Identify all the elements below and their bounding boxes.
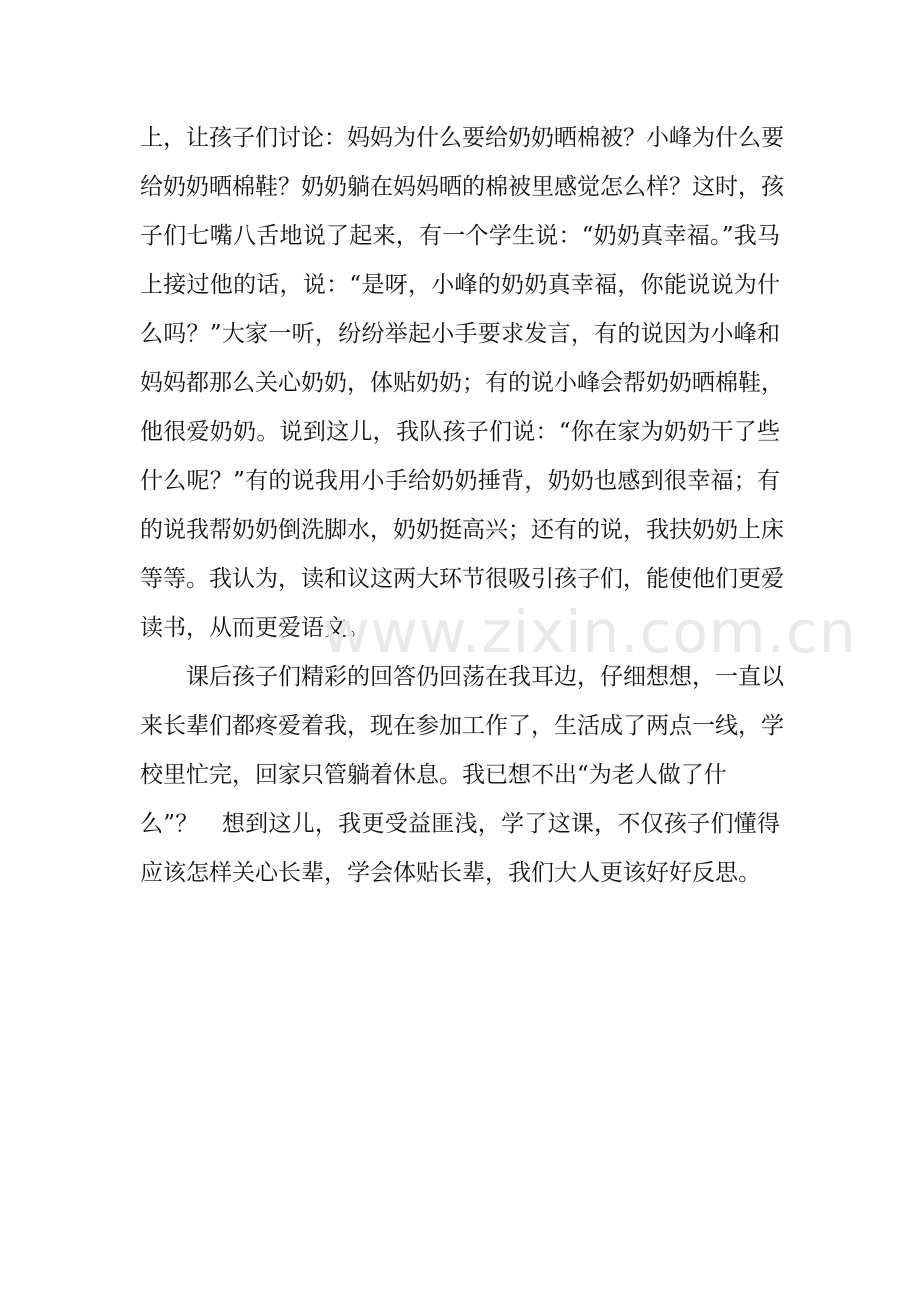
text-line: 么吗？”大家一听，纷纷举起小手要求发言，有的说因为小峰和 <box>140 321 780 347</box>
text-line: 来长辈们都疼爱着我，现在参加工作了，生活成了两点一线，学 <box>140 713 784 739</box>
text-line: 么”？ 想到这儿，我更受益匪浅，学了这课，不仅孩子们懂得 <box>140 811 780 837</box>
body-text <box>140 114 784 898</box>
text-line: 课后孩子们精彩的回答仍回荡在我耳边，仔细想想，一直以 <box>140 664 784 690</box>
text-line: 上接过他的话，说：“是呀，小峰的奶奶真幸福，你能说说为什 <box>140 272 780 298</box>
text-line: 子们七嘴八舌地说了起来，有一个学生说：“奶奶真幸福。”我马 <box>140 223 780 249</box>
paragraph-end-line: 读书，从而更爱语文。 <box>140 615 370 641</box>
text-line: 什么呢？”有的说我用小手给奶奶捶背，奶奶也感到很幸福；有 <box>140 468 780 494</box>
text-line: 校里忙完，回家只管躺着休息。我已想不出“为老人做了什 <box>140 762 727 788</box>
text-line: 他很爱奶奶。说到这儿，我队孩子们说：“你在家为奶奶干了些 <box>140 419 780 445</box>
text-line: 妈妈都那么关心奶奶，体贴奶奶；有的说小峰会帮奶奶晒棉鞋， <box>140 370 784 396</box>
paragraph-end-line: 应该怎样关心长辈，学会体贴长辈，我们大人更该好好反思。 <box>140 860 761 886</box>
text-line: 的说我帮奶奶倒洗脚水，奶奶挺高兴；还有的说，我扶奶奶上床 <box>140 517 784 543</box>
text-line: 等等。我认为，读和议这两大环节很吸引孩子们，能使他们更爱 <box>140 566 784 592</box>
text-line: 上，让孩子们讨论：妈妈为什么要给奶奶晒棉被？小峰为什么要 <box>140 125 784 151</box>
text-line: 给奶奶晒棉鞋？奶奶躺在妈妈晒的棉被里感觉怎么样？这时，孩 <box>140 174 784 200</box>
watermark: www.zixin.com.cn <box>322 598 857 666</box>
